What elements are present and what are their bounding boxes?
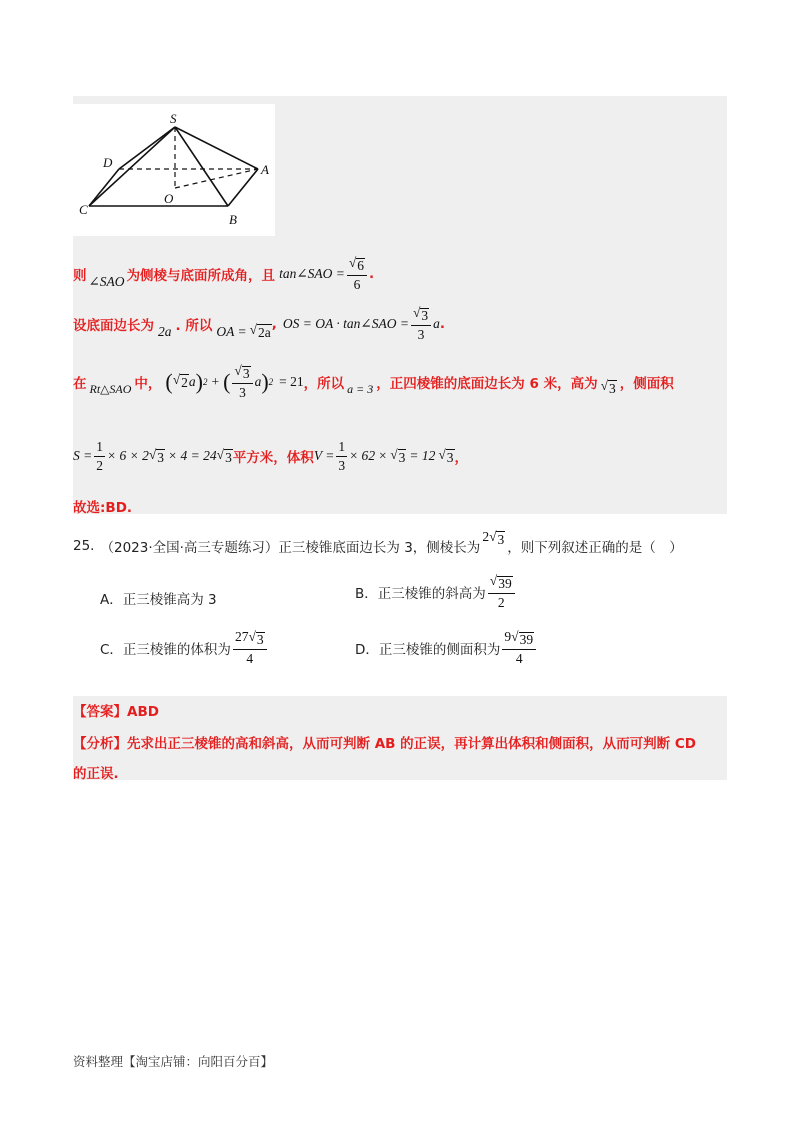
pyramid-figure bbox=[73, 104, 275, 236]
solution-line-4: S = $\frac{1}{2}$ × 6 × 2 √ 3 × 4 = 24 √ 3 平方米，体积 V = $\frac{1}{3}$ × 6 2 × √ 3 = 12 √ 3 ， bbox=[73, 439, 469, 473]
vertex-label-b: B bbox=[229, 212, 237, 227]
solution-line-2: 设底面边长为 2a . 所以 OA = √ 2a , OS = OA · tan∠SAO = √ 3 3 a . bbox=[73, 305, 445, 342]
analysis-line-1: 【分析】先求出正三棱锥的高和斜高，从而可判断 AB 的正误，再计算出体积和侧面积，从而可判断 CD bbox=[73, 736, 696, 752]
question-stem: （2023·全国·高三专题练习）正三棱锥底面边长为 3，侧棱长为 bbox=[100, 540, 481, 556]
option-c[interactable]: C．正三棱锥的体积为 27 √ 3 4 bbox=[100, 630, 269, 665]
fraction-sqrt3-over-3: √ 3 3 bbox=[411, 306, 431, 341]
solution-choice: 故选:BD. bbox=[73, 500, 133, 516]
option-b[interactable]: B．正三棱锥的斜高为 √ 39 2 bbox=[355, 574, 517, 609]
lateral-edge-length: 2 √ 3 bbox=[482, 528, 505, 547]
pythagorean-expression: ( √ 2 a ) 2 + ( √ 3 3 a ) 2 = 21 bbox=[165, 363, 304, 400]
answer-line: 【答案】ABD bbox=[73, 704, 159, 720]
solution-line-3: 在 Rt△SAO 中， ( √ 2 a ) 2 + ( √ 3 3 a ) 2 = 21 ，所以 a = 3 ，正四棱锥的底面边长为 6 米，高为 √ 3 ，侧面积 bbox=[73, 363, 674, 400]
question-25: 25. （2023·全国·高三专题练习）正三棱锥底面边长为 3，侧棱长为 2 √ 3 ，则下列叙述正确的是（ ） bbox=[73, 528, 683, 556]
vertex-label-d: D bbox=[103, 155, 113, 170]
option-a[interactable]: A．正三棱锥高为 3 bbox=[100, 592, 217, 608]
vertex-label-a: A bbox=[261, 162, 269, 177]
vertex-label-o: O bbox=[164, 191, 174, 206]
vertex-label-s: S bbox=[170, 111, 177, 126]
page-footer: 资料整理【淘宝店铺：向阳百分百】 bbox=[73, 1054, 274, 1069]
solution-line-1: 则 ∠SAO 为侧棱与底面所成角，且 tan∠SAO = √ 6 6 . bbox=[73, 255, 375, 292]
angle-sao: ∠SAO bbox=[88, 273, 125, 289]
option-d[interactable]: D．正三棱锥的侧面积为 9 √ 39 4 bbox=[355, 630, 538, 665]
fraction-sqrt6-over-6: √ 6 6 bbox=[347, 256, 367, 291]
pyramid-diagram bbox=[73, 104, 275, 236]
vertex-label-c: C bbox=[79, 202, 88, 217]
question-number: 25. bbox=[73, 538, 95, 554]
analysis-line-2: 的正误. bbox=[73, 766, 119, 782]
